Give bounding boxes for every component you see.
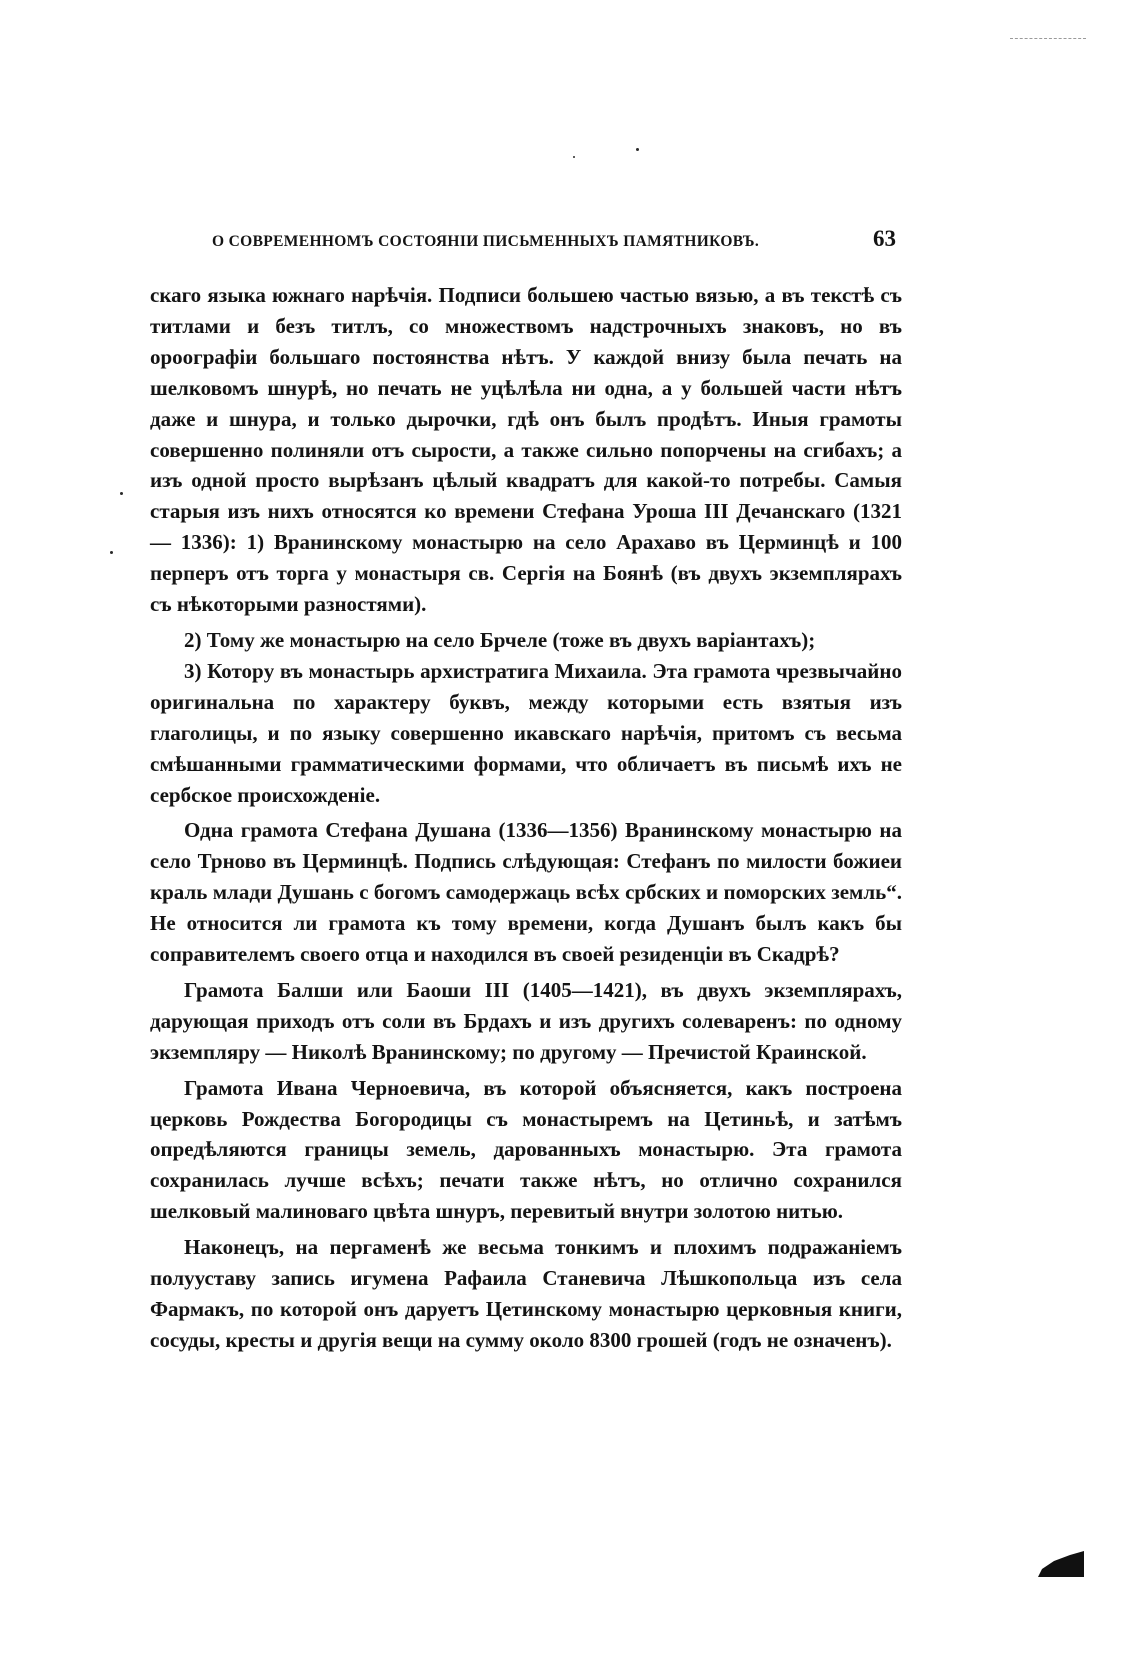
paragraph-final-record: Наконецъ, на пергаменѣ же весьма тонкимъ и плохимъ подражаніемъ полууставу запись игумена Рафаила Станевича Лѣшкопольца изъ села Фармакъ, по которой онъ даруетъ Цетинскому монастырю церковныя книги, сосуды, кресты и другія вещи на сумму около 8300 грошей (годъ не означенъ).	[150, 1235, 902, 1352]
paragraph-continued: скаго языка южнаго нарѣчія. Подписи большею частью вязью, а въ текстѣ съ титлами и безъ титлъ, со множествомъ надстрочныхъ знаковъ, но въ ороографіи большаго постоянства нѣтъ. У каждой внизу была печать на шелковомъ шнурѣ, но печать не уцѣлѣла ни одна, а у большей части нѣтъ даже и шнура, и только дырочки, гдѣ онъ былъ продѣтъ. Иныя грамоты совершенно полиняли отъ сырости, а также сильно попорчены на сгибахъ; а изъ одной просто вырѣзанъ цѣлый квадратъ для какой-то потребы. Самыя старыя изъ нихъ относятся ко времени Стефана Уроша III Дечанскаго (1321 — 1336): 1) Вранинскому монастырю на село Арахаво въ Церминцѣ и 100 перперъ отъ торга у монастыря св. Сергія на Боянѣ (въ двухъ экземплярахъ съ нѣкоторыми разностями).	[150, 283, 902, 617]
page-number: 63	[873, 226, 896, 251]
scan-edge-line	[1010, 38, 1086, 39]
page-corner-mark	[1036, 1549, 1086, 1579]
running-title: О СОВРЕМЕННОМЪ СОСТОЯНІИ ПИСЬМЕННЫХЪ ПАМЯТНИКОВЪ.	[212, 233, 760, 250]
paragraph-dushan-charter: Одна грамота Стефана Душана (1336—1356) Вранинскому монастырю на село Трново въ Церминцѣ. Подпись слѣдующая: Стефанъ по милости божиеи краль млади Душань с богомъ самодержаць всѣх србских и поморских земль“. Не относится ли грамота къ тому времени, когда Душанъ былъ какъ бы соправителемъ своего отца и находился въ своей резиденціи въ Скадрѣ?	[150, 818, 902, 967]
scan-speck	[110, 551, 113, 554]
scan-speck	[573, 156, 575, 158]
list-item-2: 2) Тому же монастырю на село Брчеле (тоже въ двухъ варіантахъ);	[184, 627, 816, 652]
scan-speck	[120, 492, 123, 495]
paragraph-ivan-charter: Грамота Ивана Черноевича, въ которой объясняется, какъ построена церковь Рождества Богородицы съ монастыремъ на Цетиньѣ, и затѣмъ опредѣляются границы земель, дарованныхъ монастырю. Эта грамота сохранилась лучше всѣхъ; печати также нѣтъ, но отлично сохранился шелковый малиноваго цвѣта шнуръ, перевитый внутри золотою нитью.	[150, 1075, 902, 1224]
page-header	[212, 226, 896, 252]
body-text	[150, 280, 902, 1356]
paragraph-balsha-charter: Грамота Балши или Баоши III (1405—1421), въ двухъ экземплярахъ, дарующая приходъ отъ соли въ Брдахъ и изъ другихъ солеваренъ: по одному экземпляру — Николѣ Вранинскому; по другому — Пречистой Краинской.	[150, 977, 902, 1064]
scan-speck	[636, 148, 639, 151]
list-item-3: 3) Которy въ монастырь архистратига Михаила. Эта грамота чрезвычайно оригинальна по характеру буквъ, между которыми есть взятыя изъ глаголицы, и по языку совершенно икавскаго нарѣчія, притомъ съ весьма смѣшанными грамматическими формами, что обличаетъ въ письмѣ ихъ не сербское происхожденіе.	[150, 658, 902, 807]
